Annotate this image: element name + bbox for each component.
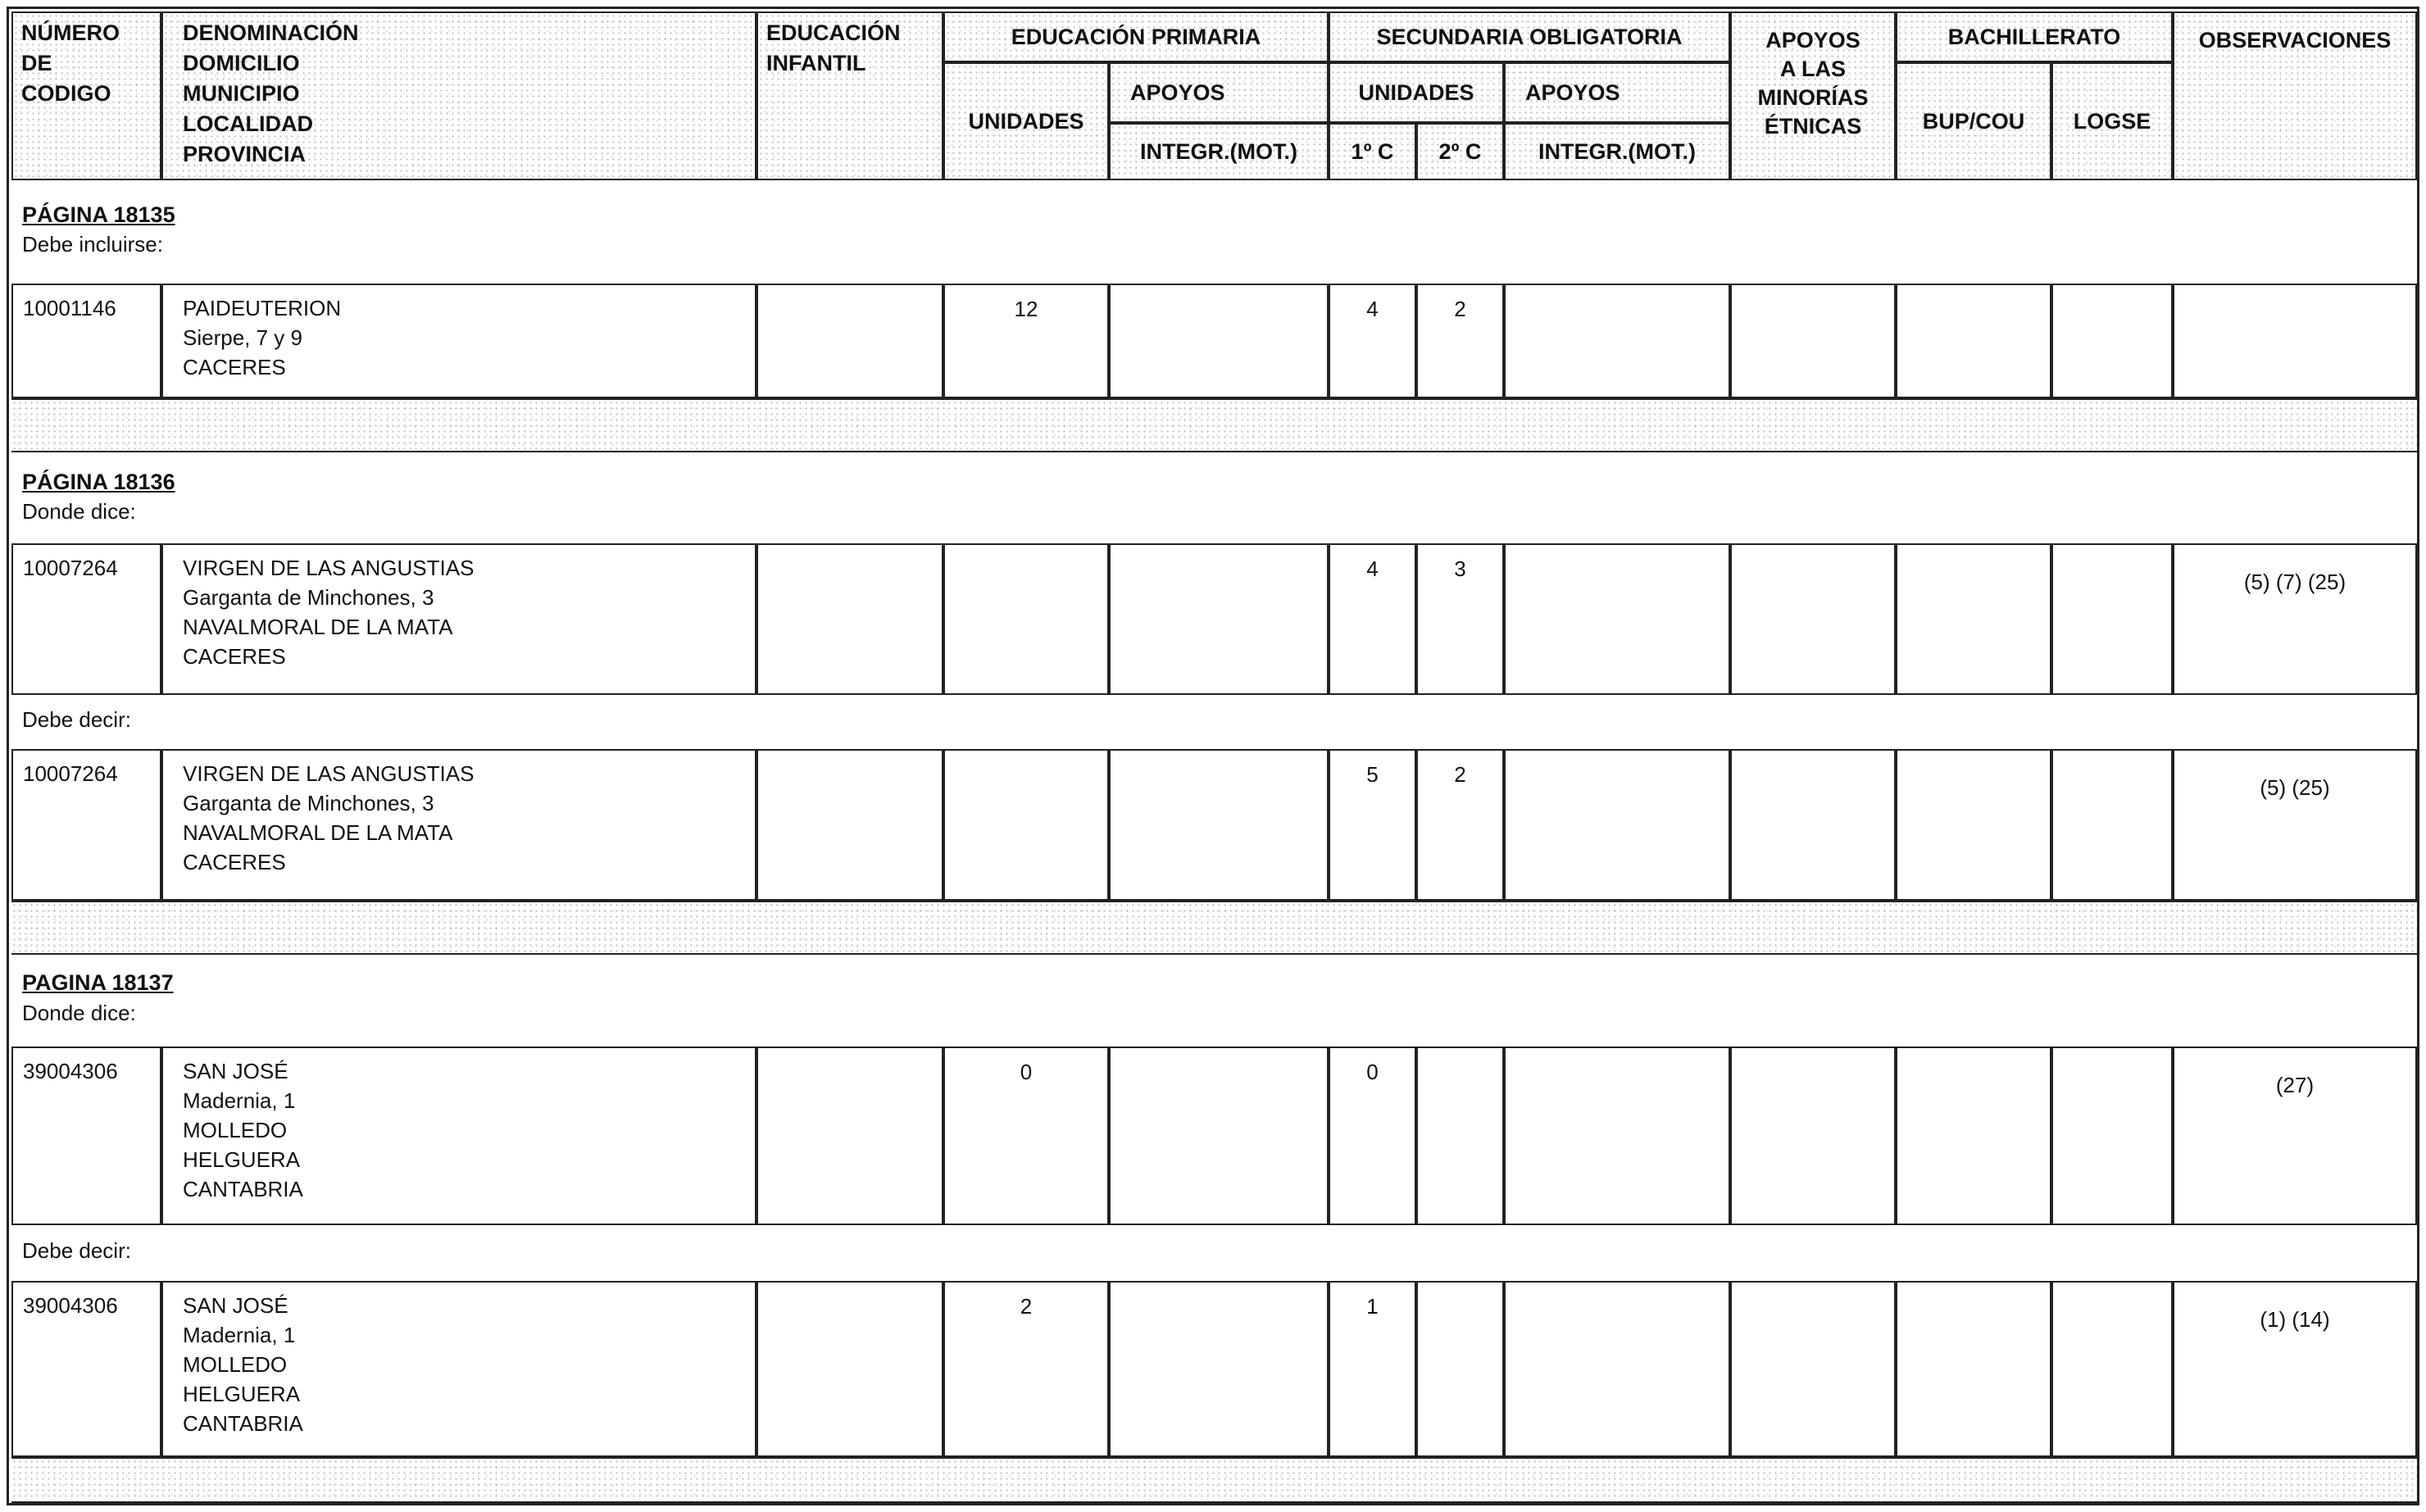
header-minorias: [1730, 11, 1896, 180]
row-bup: [1896, 749, 2051, 901]
section-note: Debe incluirse:: [22, 232, 163, 257]
row-line: Madernia, 1: [183, 1323, 296, 1347]
section-label-area: [11, 180, 2417, 285]
row-denominacion: [161, 543, 756, 695]
row-sec-1c: 1: [1329, 1281, 1416, 1457]
row-infantil: [756, 284, 943, 398]
header-numero-line: NÚMERO: [21, 20, 120, 45]
row-line: SAN JOSÉ: [183, 1293, 288, 1318]
separator-band: [11, 1457, 2417, 1503]
row-sec-1c: 5: [1329, 749, 1416, 901]
row-sec-apoyos: [1504, 1281, 1730, 1457]
row-minorias: [1730, 1281, 1896, 1457]
row-sec-2c: [1416, 1047, 1504, 1225]
row-denominacion: [161, 284, 756, 398]
header-numero-line: CODIGO: [21, 81, 111, 106]
row-denominacion: [161, 749, 756, 901]
row-prim-unidades: 12: [943, 284, 1109, 398]
row-line: CACERES: [183, 644, 286, 669]
header-primaria-unidades: UNIDADES: [943, 62, 1109, 180]
header-denominacion-line: MUNICIPIO: [183, 81, 300, 106]
section-note: Donde dice:: [22, 1001, 136, 1025]
row-sec-1c: 0: [1329, 1047, 1416, 1225]
section-label-area: [11, 452, 2417, 545]
row-line: Garganta de Minchones, 3: [183, 791, 434, 815]
row-denominacion: [161, 1281, 756, 1457]
row-codigo: 10001146: [11, 284, 161, 398]
row-sec-2c: 2: [1416, 749, 1504, 901]
row-line: NAVALMORAL DE LA MATA: [183, 820, 453, 845]
row-observaciones: (1) (14): [2173, 1281, 2417, 1457]
row-sec-apoyos: [1504, 1047, 1730, 1225]
section-title: PÁGINA 18135: [22, 202, 175, 227]
row-line: CANTABRIA: [183, 1177, 303, 1201]
row-codigo: 10007264: [11, 749, 161, 901]
section-note: Debe decir:: [22, 707, 131, 732]
row-line: CACERES: [183, 850, 286, 874]
row-sec-2c: 3: [1416, 543, 1504, 695]
row-line: NAVALMORAL DE LA MATA: [183, 615, 453, 639]
section-note: Donde dice:: [22, 499, 136, 524]
header-numero-line: DE: [21, 51, 52, 75]
row-line: PAIDEUTERION: [183, 296, 342, 320]
row-line: MOLLEDO: [183, 1352, 288, 1377]
header-logse: LOGSE: [2051, 62, 2173, 180]
header-secundaria: SECUNDARIA OBLIGATORIA: [1329, 11, 1730, 62]
row-prim-unidades: 0: [943, 1047, 1109, 1225]
row-observaciones: (27): [2173, 1047, 2417, 1225]
row-line: HELGUERA: [183, 1147, 301, 1172]
row-sec-1c: 4: [1329, 543, 1416, 695]
row-prim-apoyos: [1109, 543, 1329, 695]
header-primaria: EDUCACIÓN PRIMARIA: [943, 11, 1329, 62]
row-infantil: [756, 543, 943, 695]
section-title: PAGINA 18137: [22, 970, 174, 995]
header-denominacion-line: DENOMINACIÓN: [183, 20, 359, 45]
row-logse: [2051, 543, 2173, 695]
row-prim-unidades: 2: [943, 1281, 1109, 1457]
header-sec-unidades: UNIDADES: [1329, 62, 1504, 123]
row-line: VIRGEN DE LAS ANGUSTIAS: [183, 556, 475, 580]
row-sec-apoyos: [1504, 284, 1730, 398]
row-minorias: [1730, 1047, 1896, 1225]
row-line: SAN JOSÉ: [183, 1059, 288, 1083]
row-logse: [2051, 284, 2173, 398]
header-denominacion-line: DOMICILIO: [183, 51, 300, 75]
row-bup: [1896, 284, 2051, 398]
row-codigo: 39004306: [11, 1047, 161, 1225]
section-label-area: [11, 695, 2417, 751]
row-prim-apoyos: [1109, 1281, 1329, 1457]
header-bup: BUP/COU: [1896, 62, 2051, 180]
row-minorias: [1730, 543, 1896, 695]
row-sec-apoyos: [1504, 543, 1730, 695]
row-line: MOLLEDO: [183, 1118, 288, 1142]
header-sec-apoyos: APOYOS: [1504, 62, 1730, 123]
row-logse: [2051, 1281, 2173, 1457]
row-codigo: 39004306: [11, 1281, 161, 1457]
header-primaria-integr: INTEGR.(MOT.): [1109, 123, 1329, 180]
header-denominacion-line: PROVINCIA: [183, 142, 307, 166]
section-label-area: [11, 955, 2417, 1048]
row-minorias: [1730, 284, 1896, 398]
row-line: CACERES: [183, 355, 286, 379]
header-minorias-line: MINORÍAS: [1757, 85, 1869, 110]
row-line: Sierpe, 7 y 9: [183, 325, 302, 350]
row-logse: [2051, 1047, 2173, 1225]
row-line: VIRGEN DE LAS ANGUSTIAS: [183, 761, 475, 786]
header-infantil-line: INFANTIL: [766, 51, 866, 75]
separator-band: [11, 901, 2417, 955]
row-observaciones: (5) (25): [2173, 749, 2417, 901]
row-line: CANTABRIA: [183, 1411, 303, 1436]
header-minorias-line: ÉTNICAS: [1764, 114, 1862, 138]
header-minorias-line: APOYOS: [1765, 28, 1860, 52]
row-bup: [1896, 1047, 2051, 1225]
header-infantil-line: EDUCACIÓN: [766, 20, 901, 45]
header-minorias-line: A LAS: [1780, 57, 1846, 81]
section-title: PÁGINA 18136: [22, 470, 175, 494]
header-primaria-apoyos: APOYOS: [1109, 62, 1329, 123]
section-note: Debe decir:: [22, 1238, 131, 1263]
row-line: HELGUERA: [183, 1382, 301, 1406]
header-sec-1c: 1º C: [1329, 123, 1416, 180]
row-line: Garganta de Minchones, 3: [183, 585, 434, 610]
row-prim-unidades: [943, 749, 1109, 901]
correction-table: [7, 7, 2419, 1505]
separator-band: [11, 398, 2417, 452]
row-observaciones: (5) (7) (25): [2173, 543, 2417, 695]
row-prim-apoyos: [1109, 284, 1329, 398]
row-denominacion: [161, 1047, 756, 1225]
row-prim-apoyos: [1109, 749, 1329, 901]
section-label-area: [11, 1225, 2417, 1283]
row-prim-apoyos: [1109, 1047, 1329, 1225]
row-bup: [1896, 1281, 2051, 1457]
row-logse: [2051, 749, 2173, 901]
row-codigo: 10007264: [11, 543, 161, 695]
header-bachillerato: BACHILLERATO: [1896, 11, 2173, 62]
row-prim-unidades: [943, 543, 1109, 695]
row-sec-2c: [1416, 1281, 1504, 1457]
row-sec-2c: 2: [1416, 284, 1504, 398]
row-observaciones: [2173, 284, 2417, 398]
header-sec-2c: 2º C: [1416, 123, 1504, 180]
header-infantil: [756, 11, 943, 180]
row-minorias: [1730, 749, 1896, 901]
row-sec-1c: 4: [1329, 284, 1416, 398]
header-denominacion-line: LOCALIDAD: [183, 111, 313, 136]
header-denominacion: [161, 11, 756, 180]
row-infantil: [756, 1281, 943, 1457]
header-observaciones: OBSERVACIONES: [2173, 11, 2417, 180]
header-numero: [11, 11, 161, 180]
row-sec-apoyos: [1504, 749, 1730, 901]
row-infantil: [756, 1047, 943, 1225]
header-sec-integr: INTEGR.(MOT.): [1504, 123, 1730, 180]
row-infantil: [756, 749, 943, 901]
row-line: Madernia, 1: [183, 1088, 296, 1113]
row-bup: [1896, 543, 2051, 695]
